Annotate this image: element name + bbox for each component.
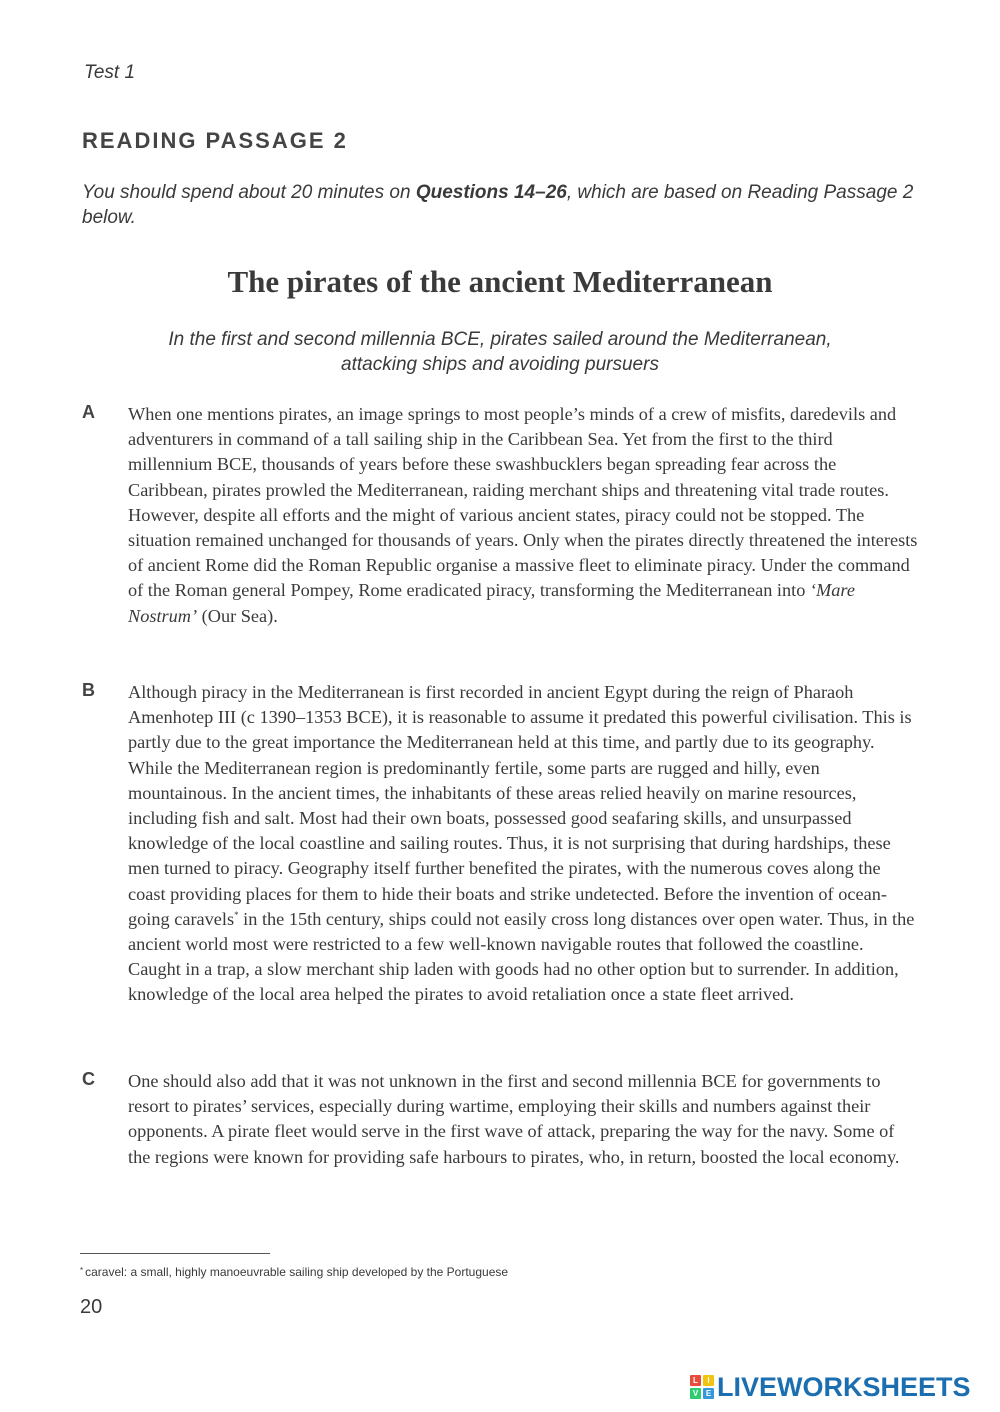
latin-phrase: ‘Mare Nostrum’ [128, 580, 855, 626]
paragraph-text [128, 402, 920, 629]
footnote-divider [80, 1253, 270, 1254]
paragraph-text [128, 680, 920, 1008]
paragraph-letter: A [82, 402, 95, 422]
logo-tile-l: L [690, 1375, 701, 1386]
paragraph-letter: C [82, 1069, 95, 1089]
logo-tile-v: V [690, 1388, 701, 1399]
footnote [80, 1265, 508, 1279]
paragraph-body: When one mentions pirates, an image springs to most people’s minds of a crew of misfits, daredevils and adventurers in command of a tall sailing ship in the Caribbean Sea. Yet from the first to the third millennium BCE, thousands of years before these swashbucklers began spreading fear across the Caribbean, pirates prowled the Mediterranean, raiding merchant ships and threatening vital trade routes. However, despite all efforts and the might of various ancient states, piracy could not be stopped. The situation remained unchanged for thousands of years. Only when the pirates directly threatened the interests of ancient Rome did the Roman Republic organise a massive fleet to eliminate piracy. Under the command of the Roman general Pompey, Rome eradicated piracy, transforming the Mediterranean into [128, 404, 918, 601]
footnote-reference: * [234, 909, 239, 920]
paragraph-body-end: (Our Sea). [197, 605, 278, 626]
footnote-mark: * [80, 1266, 84, 1275]
passage-subtitle: In the first and second millennia BCE, pirates sailed around the Mediterranean, attacking ships and avoiding pursuers [168, 329, 832, 375]
paragraph-text: One should also add that it was not unknown in the first and second millennia BCE for governments to resort to pirates’ services, especially during wartime, employing their skills and numbers against their opponents. A pirate fleet would serve in the first wave of attack, preparing the way for the navy. Some of the regions were known for providing safe harbours to pirates, who, in return, boosted the local economy. [128, 1071, 900, 1167]
liveworksheets-logo[interactable] [690, 1370, 971, 1404]
instructions [82, 180, 922, 230]
paragraph-letter: B [82, 680, 95, 700]
passage-title: The pirates of the ancient Mediterranean [227, 264, 773, 299]
paragraph-body-end: in the 15th century, ships could not easily cross long distances over open water. Thus, in the ancient world most were restricted to a few well-known navigable routes that followed the coastline. Caught in a trap, a slow merchant ship laden with goods had no other option but to surrender. In addition, knowledge of the local area helped the pirates to avoid retaliation once a state fleet arrived. [128, 908, 915, 1005]
liveworksheets-logo-text: LIVEWORKSHEETS [717, 1371, 971, 1402]
instructions-text: You should spend about 20 minutes on [82, 182, 416, 203]
questions-range: Questions 14–26 [415, 182, 567, 203]
logo-tile-i: I [703, 1375, 714, 1386]
page-number: 20 [80, 1296, 103, 1318]
logo-tile-e: E [703, 1388, 714, 1399]
section-heading: READING PASSAGE 2 [82, 128, 348, 153]
liveworksheets-logo-icon [690, 1375, 714, 1399]
footnote-text: caravel: a small, highly manoeuvrable sailing ship developed by the Portuguese [85, 1265, 509, 1279]
paragraph-body: Although piracy in the Mediterranean is first recorded in ancient Egypt during the reign of Pharaoh Amenhotep III (c 1390–1353 BCE), it is reasonable to assume it predated this powerful civilisation. This is partly due to the great importance the Mediterranean held at this time, and partly due to its geography. While the Mediterranean region is predominantly fertile, some parts are rugged and hilly, even mountainous. In the ancient times, the inhabitants of these areas relied heavily on marine resources, including fish and salt. Most had their own boats, possessed good seafaring skills, and unsurpassed knowledge of the local coastline and sailing routes. Thus, it is not surprising that during hardships, these men turned to piracy. Geography itself further benefited the pirates, with the numerous coves along the coast providing places for them to hide their boats and strike undetected. Before the invention of ocean-going caravels [128, 682, 912, 929]
test-label: Test 1 [84, 62, 136, 83]
instructions-text-end: , which are based on Reading Passage 2 below. [82, 182, 914, 228]
